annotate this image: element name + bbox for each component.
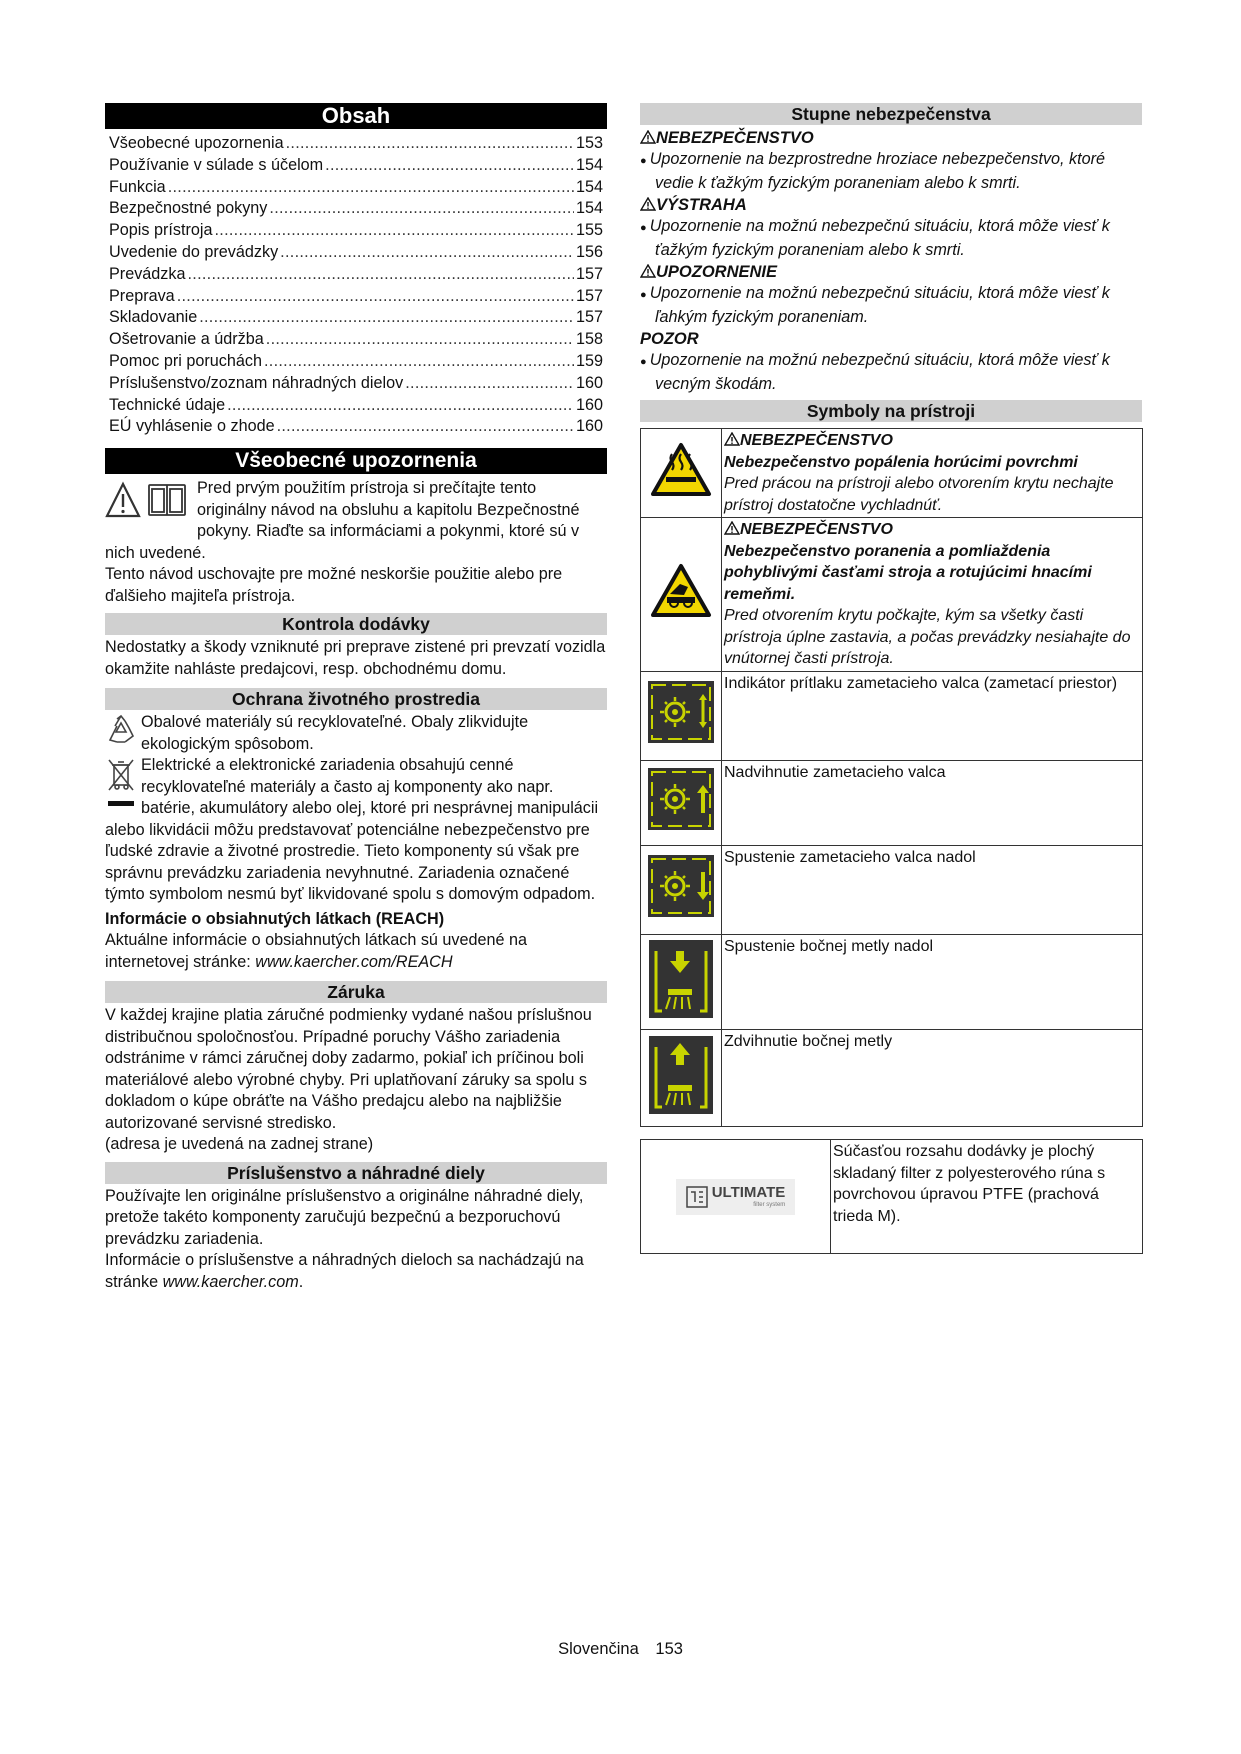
filter-icon xyxy=(686,1186,708,1208)
kaercher-link[interactable]: www.kaercher.com xyxy=(162,1272,299,1291)
side-brush-lower-icon xyxy=(648,939,714,1019)
roller-raise-icon xyxy=(647,767,715,831)
hazard-level-text: Upozornenie na možnú nebezpečnú situáciu, ktorá môže viesť k vecným škodám. xyxy=(649,351,1110,393)
ultimate-text: Súčasťou rozsahu dodávky je plochý skladaný filter z polyesterového rúna s povrchovou úpravou PTFE (prachová trieda M). xyxy=(831,1140,1143,1254)
toc-entry-page: 154 xyxy=(575,199,603,218)
symbol-image-cell xyxy=(641,671,722,760)
footer-page-number: 153 xyxy=(655,1640,683,1658)
bullet-icon: ● xyxy=(640,222,650,234)
general-text-1: Pred prvým použitím prístroja si prečítajte tento originálny návod na obsluhu a kapitolu Bezpečnostné pokyny. Riaďte sa informáciami a pokynmi, ktoré sú v nich uvedené. xyxy=(105,479,580,562)
general-heading: Všeobecné upozornenia xyxy=(105,448,607,474)
symbol-text: Spustenie bočnej metly nadol xyxy=(724,937,934,955)
reach-text-body: Aktuálne informácie o obsiahnutých látkach sú uvedené na internetovej stránke: xyxy=(105,931,528,971)
hazard-level-description xyxy=(640,149,1142,194)
symbol-image-cell xyxy=(641,934,722,1030)
right-column xyxy=(640,103,1142,1254)
warning-triangle-icon xyxy=(640,127,656,149)
packaging-text: Obalové materiály sú recyklovateľné. Obaly zlikvidujte ekologickým spôsobom. xyxy=(141,713,529,753)
symbol-description-cell xyxy=(722,429,1143,518)
toc-heading: Obsah xyxy=(105,103,607,129)
reach-title: Informácie o obsiahnutých látkach (REACH) xyxy=(105,909,445,928)
toc-entry[interactable] xyxy=(105,177,607,199)
symbol-row xyxy=(641,1030,1143,1127)
toc-entry[interactable] xyxy=(105,351,607,373)
left-column xyxy=(105,103,607,1293)
toc-entry-page: 157 xyxy=(575,308,603,327)
hazard-level-title xyxy=(640,261,1142,283)
symbol-row xyxy=(641,845,1143,934)
toc-entry[interactable] xyxy=(105,198,607,220)
read-manual-icons xyxy=(105,481,193,525)
toc-entry[interactable] xyxy=(105,133,607,155)
weee-bin-icon xyxy=(105,757,137,819)
toc-leader-dots xyxy=(277,416,574,438)
general-text-2: Tento návod uschovajte pre možné neskoršie použitie alebo pre ďalšieho majiteľa prístroja. xyxy=(105,565,563,605)
hazard-level-description xyxy=(640,283,1142,328)
warning-triangle-icon xyxy=(640,261,656,283)
ultimate-logo-cell xyxy=(641,1140,831,1254)
hazard-level-title xyxy=(640,194,1142,216)
warranty-heading: Záruka xyxy=(105,981,607,1003)
toc-entry[interactable] xyxy=(105,329,607,351)
crushing-hazard-warning-icon xyxy=(650,563,712,619)
hazard-levels xyxy=(640,127,1142,395)
toc-entry-page: 154 xyxy=(575,155,603,174)
warning-triangle-icon xyxy=(724,432,740,449)
symbol-row xyxy=(641,671,1143,760)
toc-entry[interactable] xyxy=(105,373,607,395)
toc-leader-dots xyxy=(280,242,574,264)
toc-entry-page: 157 xyxy=(575,286,603,305)
symbols-heading: Symboly na prístroji xyxy=(640,400,1142,422)
manual-book-icon xyxy=(149,485,185,515)
toc-leader-dots xyxy=(286,133,574,155)
delivery-heading: Kontrola dodávky xyxy=(105,613,607,635)
symbol-hazard-label: NEBEZPEČENSTVO xyxy=(740,432,893,449)
environment-section xyxy=(105,712,607,973)
symbol-image-cell xyxy=(641,845,722,934)
toc-entry-title: Funkcia xyxy=(109,177,166,196)
hot-surface-warning-icon xyxy=(650,442,712,498)
toc-entry-title: Používanie v súlade s účelom xyxy=(109,155,324,174)
hazard-level-text: Upozornenie na možnú nebezpečnú situáciu, ktorá môže viesť k ľahkým fyzickým poraneniam. xyxy=(649,284,1110,326)
warning-triangle-icon xyxy=(640,194,656,216)
hazard-level-label: VÝSTRAHA xyxy=(656,196,747,214)
symbol-description-cell xyxy=(722,845,1143,934)
hazard-level-title xyxy=(640,328,1142,350)
accessories-text-1: Používajte len originálne príslušenstvo a originálne náhradné diely, pretože takéto komponenty zaručujú bezpečnú a bezporuchovú prevádzku zariadenia. xyxy=(105,1186,584,1248)
symbol-description-cell xyxy=(722,760,1143,845)
footer-language: Slovenčina xyxy=(558,1640,639,1658)
toc-entry-title: Všeobecné upozornenia xyxy=(109,134,284,152)
toc-leader-dots xyxy=(405,373,574,395)
toc-entry[interactable] xyxy=(105,307,607,329)
symbol-row xyxy=(641,760,1143,845)
reach-text xyxy=(105,930,607,973)
symbol-description-cell xyxy=(722,518,1143,672)
toc-entry-page: 156 xyxy=(575,242,603,261)
toc-entry-page: 153 xyxy=(575,134,603,152)
toc-leader-dots xyxy=(177,286,574,308)
ultimate-logo xyxy=(676,1179,796,1215)
symbol-text: Nadvihnutie zametacieho valca xyxy=(724,763,946,781)
toc-entry-title: Ošetrovanie a údržba xyxy=(109,330,264,349)
table-of-contents xyxy=(105,133,607,438)
page-footer xyxy=(0,1640,1241,1659)
general-section xyxy=(105,478,607,607)
symbol-image-cell xyxy=(641,760,722,845)
toc-entry-page: 155 xyxy=(575,221,603,240)
hazard-level-title xyxy=(640,127,1142,149)
symbol-text: Pred prácou na prístroji alebo otvorením krytu nechajte prístroj dostatočne vychladnúť. xyxy=(724,475,1114,514)
warranty-address: (adresa je uvedená na zadnej strane) xyxy=(105,1135,374,1154)
delivery-text: Nedostatky a škody vzniknuté pri preprave zistené pri prevzatí vozidla okamžite nahláste predajcovi, resp. obchodnému domu. xyxy=(105,638,606,678)
accessories-text-2-body: Informácie o príslušenstve a náhradných dieloch sa nachádzajú na stránke xyxy=(105,1251,584,1291)
bullet-icon: ● xyxy=(640,289,650,301)
toc-leader-dots xyxy=(264,351,574,373)
toc-entry-title: Prevádzka xyxy=(109,264,186,283)
symbol-row xyxy=(641,429,1143,518)
warranty-text: V každej krajine platia záručné podmienky vydané našou príslušnou distribučnou spoločnosťou. Prípadné poruchy Vášho zariadenia odstránime v rámci záručnej doby zadarmo, pokiaľ ich príčinou boli materiálové alebo výrobné chyby. Pri uplatňovaní záruky sa spolu s dokladom o kúpe obráťte na Vášho predajcu alebo na najbližšie autorizované servisné stredisko. xyxy=(105,1006,592,1132)
bullet-icon: ● xyxy=(640,356,650,368)
symbol-hazard-label: NEBEZPEČENSTVO xyxy=(740,521,893,538)
recycle-icon xyxy=(105,714,137,750)
hazard-level-label: POZOR xyxy=(640,330,699,348)
toc-entry-page: 158 xyxy=(575,330,603,349)
toc-entry-title: Skladovanie xyxy=(109,308,198,327)
toc-entry-page: 157 xyxy=(575,264,603,283)
toc-leader-dots xyxy=(187,264,574,286)
toc-entry-title: Preprava xyxy=(109,286,175,305)
symbol-text: Pred otvorením krytu počkajte, kým sa všetky časti prístroja úplne zastavia, a počas prevádzky nesiahajte do vnútornej časti prístroja. xyxy=(724,607,1131,667)
reach-link[interactable]: www.kaercher.com/REACH xyxy=(255,952,453,971)
toc-entry-page: 160 xyxy=(575,395,603,414)
hazard-level-text: Upozornenie na bezprostredne hroziace nebezpečenstvo, ktoré vedie k ťažkým fyzickým poraneniam alebo k smrti. xyxy=(649,150,1106,192)
symbols-table xyxy=(640,428,1143,1127)
toc-entry[interactable] xyxy=(105,395,607,417)
toc-leader-dots xyxy=(214,220,574,242)
roller-pressure-indicator-icon xyxy=(647,680,715,744)
toc-entry-title: EÚ vyhlásenie o zhode xyxy=(109,417,275,436)
hazard-level-description xyxy=(640,216,1142,261)
toc-entry[interactable] xyxy=(105,155,607,177)
hazard-level-label: NEBEZPEČENSTVO xyxy=(656,129,814,147)
symbol-image-cell xyxy=(641,1030,722,1127)
toc-entry-page: 159 xyxy=(575,351,603,370)
ultimate-logo-sub: filter system xyxy=(753,1201,786,1208)
symbol-row xyxy=(641,934,1143,1030)
warning-triangle-icon xyxy=(107,484,139,516)
symbol-image-cell xyxy=(641,518,722,672)
accessories-heading: Príslušenstvo a náhradné diely xyxy=(105,1162,607,1184)
symbol-hazard-title xyxy=(724,430,1140,452)
hazard-level-text: Upozornenie na možnú nebezpečnú situáciu, ktorá môže viesť k ťažkým fyzickým poraneniam alebo k smrti. xyxy=(649,217,1110,259)
hazard-level-description xyxy=(640,350,1142,395)
symbol-description-cell xyxy=(722,934,1143,1030)
toc-entry-page: 154 xyxy=(575,177,603,196)
toc-entry-title: Bezpečnostné pokyny xyxy=(109,199,268,218)
toc-entry[interactable] xyxy=(105,416,607,438)
toc-entry-page: 160 xyxy=(575,373,603,392)
toc-entry-title: Príslušenstvo/zoznam náhradných dielov xyxy=(109,373,404,392)
symbol-description-cell xyxy=(722,1030,1143,1127)
environment-heading: Ochrana životného prostredia xyxy=(105,688,607,710)
symbol-hazard-title xyxy=(724,519,1140,541)
toc-leader-dots xyxy=(325,155,574,177)
toc-entry[interactable] xyxy=(105,220,607,242)
symbol-text: Spustenie zametacieho valca nadol xyxy=(724,848,976,866)
toc-leader-dots xyxy=(269,198,574,220)
symbol-hazard-headline: Nebezpečenstvo poranenia a pomliaždenia pohyblivými časťami stroja a rotujúcimi hnacími remeňmi. xyxy=(724,542,1092,603)
hazard-level-label: UPOZORNENIE xyxy=(656,263,778,281)
toc-entry-title: Uvedenie do prevádzky xyxy=(109,242,279,261)
symbol-text: Indikátor prítlaku zametacieho valca (zametací priestor) xyxy=(724,674,1118,692)
ultimate-logo-word: ULTIMATE xyxy=(711,1183,786,1201)
toc-leader-dots xyxy=(199,307,574,329)
toc-entry[interactable] xyxy=(105,264,607,286)
warning-triangle-icon xyxy=(724,521,740,538)
toc-entry[interactable] xyxy=(105,286,607,308)
roller-lower-icon xyxy=(647,854,715,918)
toc-leader-dots xyxy=(168,177,574,199)
weee-text: Elektrické a elektronické zariadenia obsahujú cenné recyklovateľné materiály a často aj komponenty ako napr. batérie, akumulátory alebo olej, ktoré pri nesprávnej manipulácii alebo likvidácii môžu predstavovať potenciálne nebezpečenstvo pre ľudské zdravie a životné prostredie. Tieto komponenty sú však pre správnu prevádzku zariadenia nevyhnutné. Zariadenia označené týmto symbolom nesmú byť likvidované spolu s domovým odpadom. xyxy=(105,756,599,904)
side-brush-raise-icon xyxy=(648,1035,714,1115)
toc-entry[interactable] xyxy=(105,242,607,264)
toc-leader-dots xyxy=(227,395,574,417)
hazard-heading: Stupne nebezpečenstva xyxy=(640,103,1142,125)
symbol-hazard-headline: Nebezpečenstvo popálenia horúcimi povrchmi xyxy=(724,453,1078,471)
symbol-text: Zdvihnutie bočnej metly xyxy=(724,1033,893,1050)
toc-entry-page: 160 xyxy=(575,417,603,436)
toc-leader-dots xyxy=(266,329,574,351)
symbol-row xyxy=(641,518,1143,672)
bullet-icon: ● xyxy=(640,155,650,167)
toc-entry-title: Popis prístroja xyxy=(109,221,213,240)
symbol-description-cell xyxy=(722,671,1143,760)
toc-entry-title: Pomoc pri poruchách xyxy=(109,351,262,370)
toc-entry-title: Technické údaje xyxy=(109,395,226,414)
accessories-text-2-end: . xyxy=(298,1272,304,1291)
ultimate-filter-table xyxy=(640,1139,1143,1254)
symbol-image-cell xyxy=(641,429,722,518)
accessories-text-2 xyxy=(105,1250,607,1293)
